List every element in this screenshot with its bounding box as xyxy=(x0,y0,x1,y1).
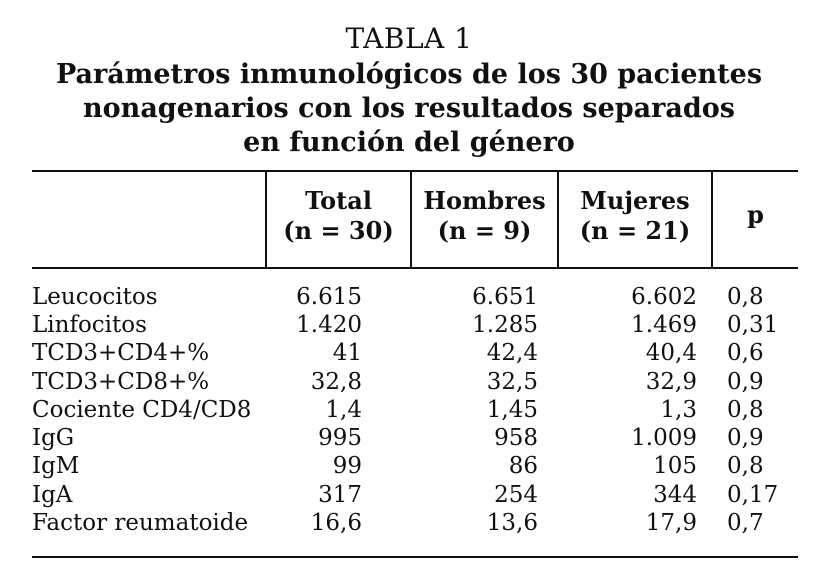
cell-p: 0,31 xyxy=(727,312,779,338)
row-label: Cociente CD4/CD8 xyxy=(32,397,252,423)
cell-mujeres: 6.602 xyxy=(631,284,697,310)
row-label: IgA xyxy=(32,482,73,508)
cell-mujeres: 40,4 xyxy=(645,340,697,366)
table-number: TABLA 1 xyxy=(345,22,473,55)
cell-p: 0,7 xyxy=(727,510,764,536)
cell-hombres: 13,6 xyxy=(486,510,538,536)
header-total-n: (n = 30) xyxy=(283,216,394,245)
header-hombres xyxy=(412,186,557,246)
table-row xyxy=(0,425,818,452)
cell-total: 41 xyxy=(332,340,362,366)
cell-mujeres: 17,9 xyxy=(645,510,697,536)
caption-line: Parámetros inmunológicos de los 30 pacientes xyxy=(55,59,763,90)
cell-p: 0,6 xyxy=(727,340,764,366)
cell-hombres: 1.285 xyxy=(472,312,538,338)
row-label: TCD3+CD8+% xyxy=(32,369,210,395)
table-row xyxy=(0,482,818,509)
cell-mujeres: 1.469 xyxy=(631,312,697,338)
row-label: Factor reumatoide xyxy=(32,510,249,536)
cell-mujeres: 344 xyxy=(653,482,697,508)
header-bottom-rule xyxy=(32,267,798,269)
cell-hombres: 958 xyxy=(494,425,538,451)
header-hombres-title: Hombres xyxy=(423,186,546,215)
table-bottom-rule xyxy=(32,556,798,558)
cell-total: 1.420 xyxy=(296,312,362,338)
caption-line: en función del género xyxy=(243,127,575,158)
row-label: TCD3+CD4+% xyxy=(32,340,210,366)
row-label: Linfocitos xyxy=(32,312,147,338)
table-row xyxy=(0,510,818,537)
cell-p: 0,17 xyxy=(727,482,779,508)
header-total xyxy=(267,186,410,246)
cell-total: 16,6 xyxy=(310,510,362,536)
cell-hombres: 32,5 xyxy=(486,369,538,395)
cell-hombres: 1,45 xyxy=(486,397,538,423)
table-caption xyxy=(20,58,798,160)
cell-hombres: 254 xyxy=(494,482,538,508)
table-row xyxy=(0,397,818,424)
cell-total: 99 xyxy=(332,453,362,479)
cell-total: 317 xyxy=(318,482,362,508)
cell-p: 0,9 xyxy=(727,425,764,451)
table-row xyxy=(0,284,818,311)
cell-hombres: 6.651 xyxy=(472,284,538,310)
header-total-title: Total xyxy=(305,186,372,215)
header-mujeres xyxy=(559,186,711,246)
table-top-rule xyxy=(32,170,798,172)
table-row xyxy=(0,340,818,367)
cell-mujeres: 105 xyxy=(653,453,697,479)
cell-hombres: 42,4 xyxy=(486,340,538,366)
row-label: Leucocitos xyxy=(32,284,158,310)
table-row xyxy=(0,369,818,396)
header-p: p xyxy=(747,200,764,229)
cell-hombres: 86 xyxy=(508,453,538,479)
cell-total: 32,8 xyxy=(310,369,362,395)
cell-p: 0,9 xyxy=(727,369,764,395)
caption-line: nonagenarios con los resultados separados xyxy=(83,93,735,124)
table-row xyxy=(0,312,818,339)
table-row xyxy=(0,453,818,480)
cell-p: 0,8 xyxy=(727,284,764,310)
cell-p: 0,8 xyxy=(727,397,764,423)
header-mujeres-title: Mujeres xyxy=(580,186,690,215)
cell-total: 6.615 xyxy=(296,284,362,310)
cell-mujeres: 32,9 xyxy=(645,369,697,395)
cell-total: 1,4 xyxy=(325,397,362,423)
cell-mujeres: 1,3 xyxy=(660,397,697,423)
cell-total: 995 xyxy=(318,425,362,451)
header-mujeres-n: (n = 21) xyxy=(579,216,691,245)
header-hombres-n: (n = 9) xyxy=(437,216,532,245)
cell-p: 0,8 xyxy=(727,453,764,479)
cell-mujeres: 1.009 xyxy=(631,425,697,451)
row-label: IgM xyxy=(32,453,80,479)
row-label: IgG xyxy=(32,425,75,451)
